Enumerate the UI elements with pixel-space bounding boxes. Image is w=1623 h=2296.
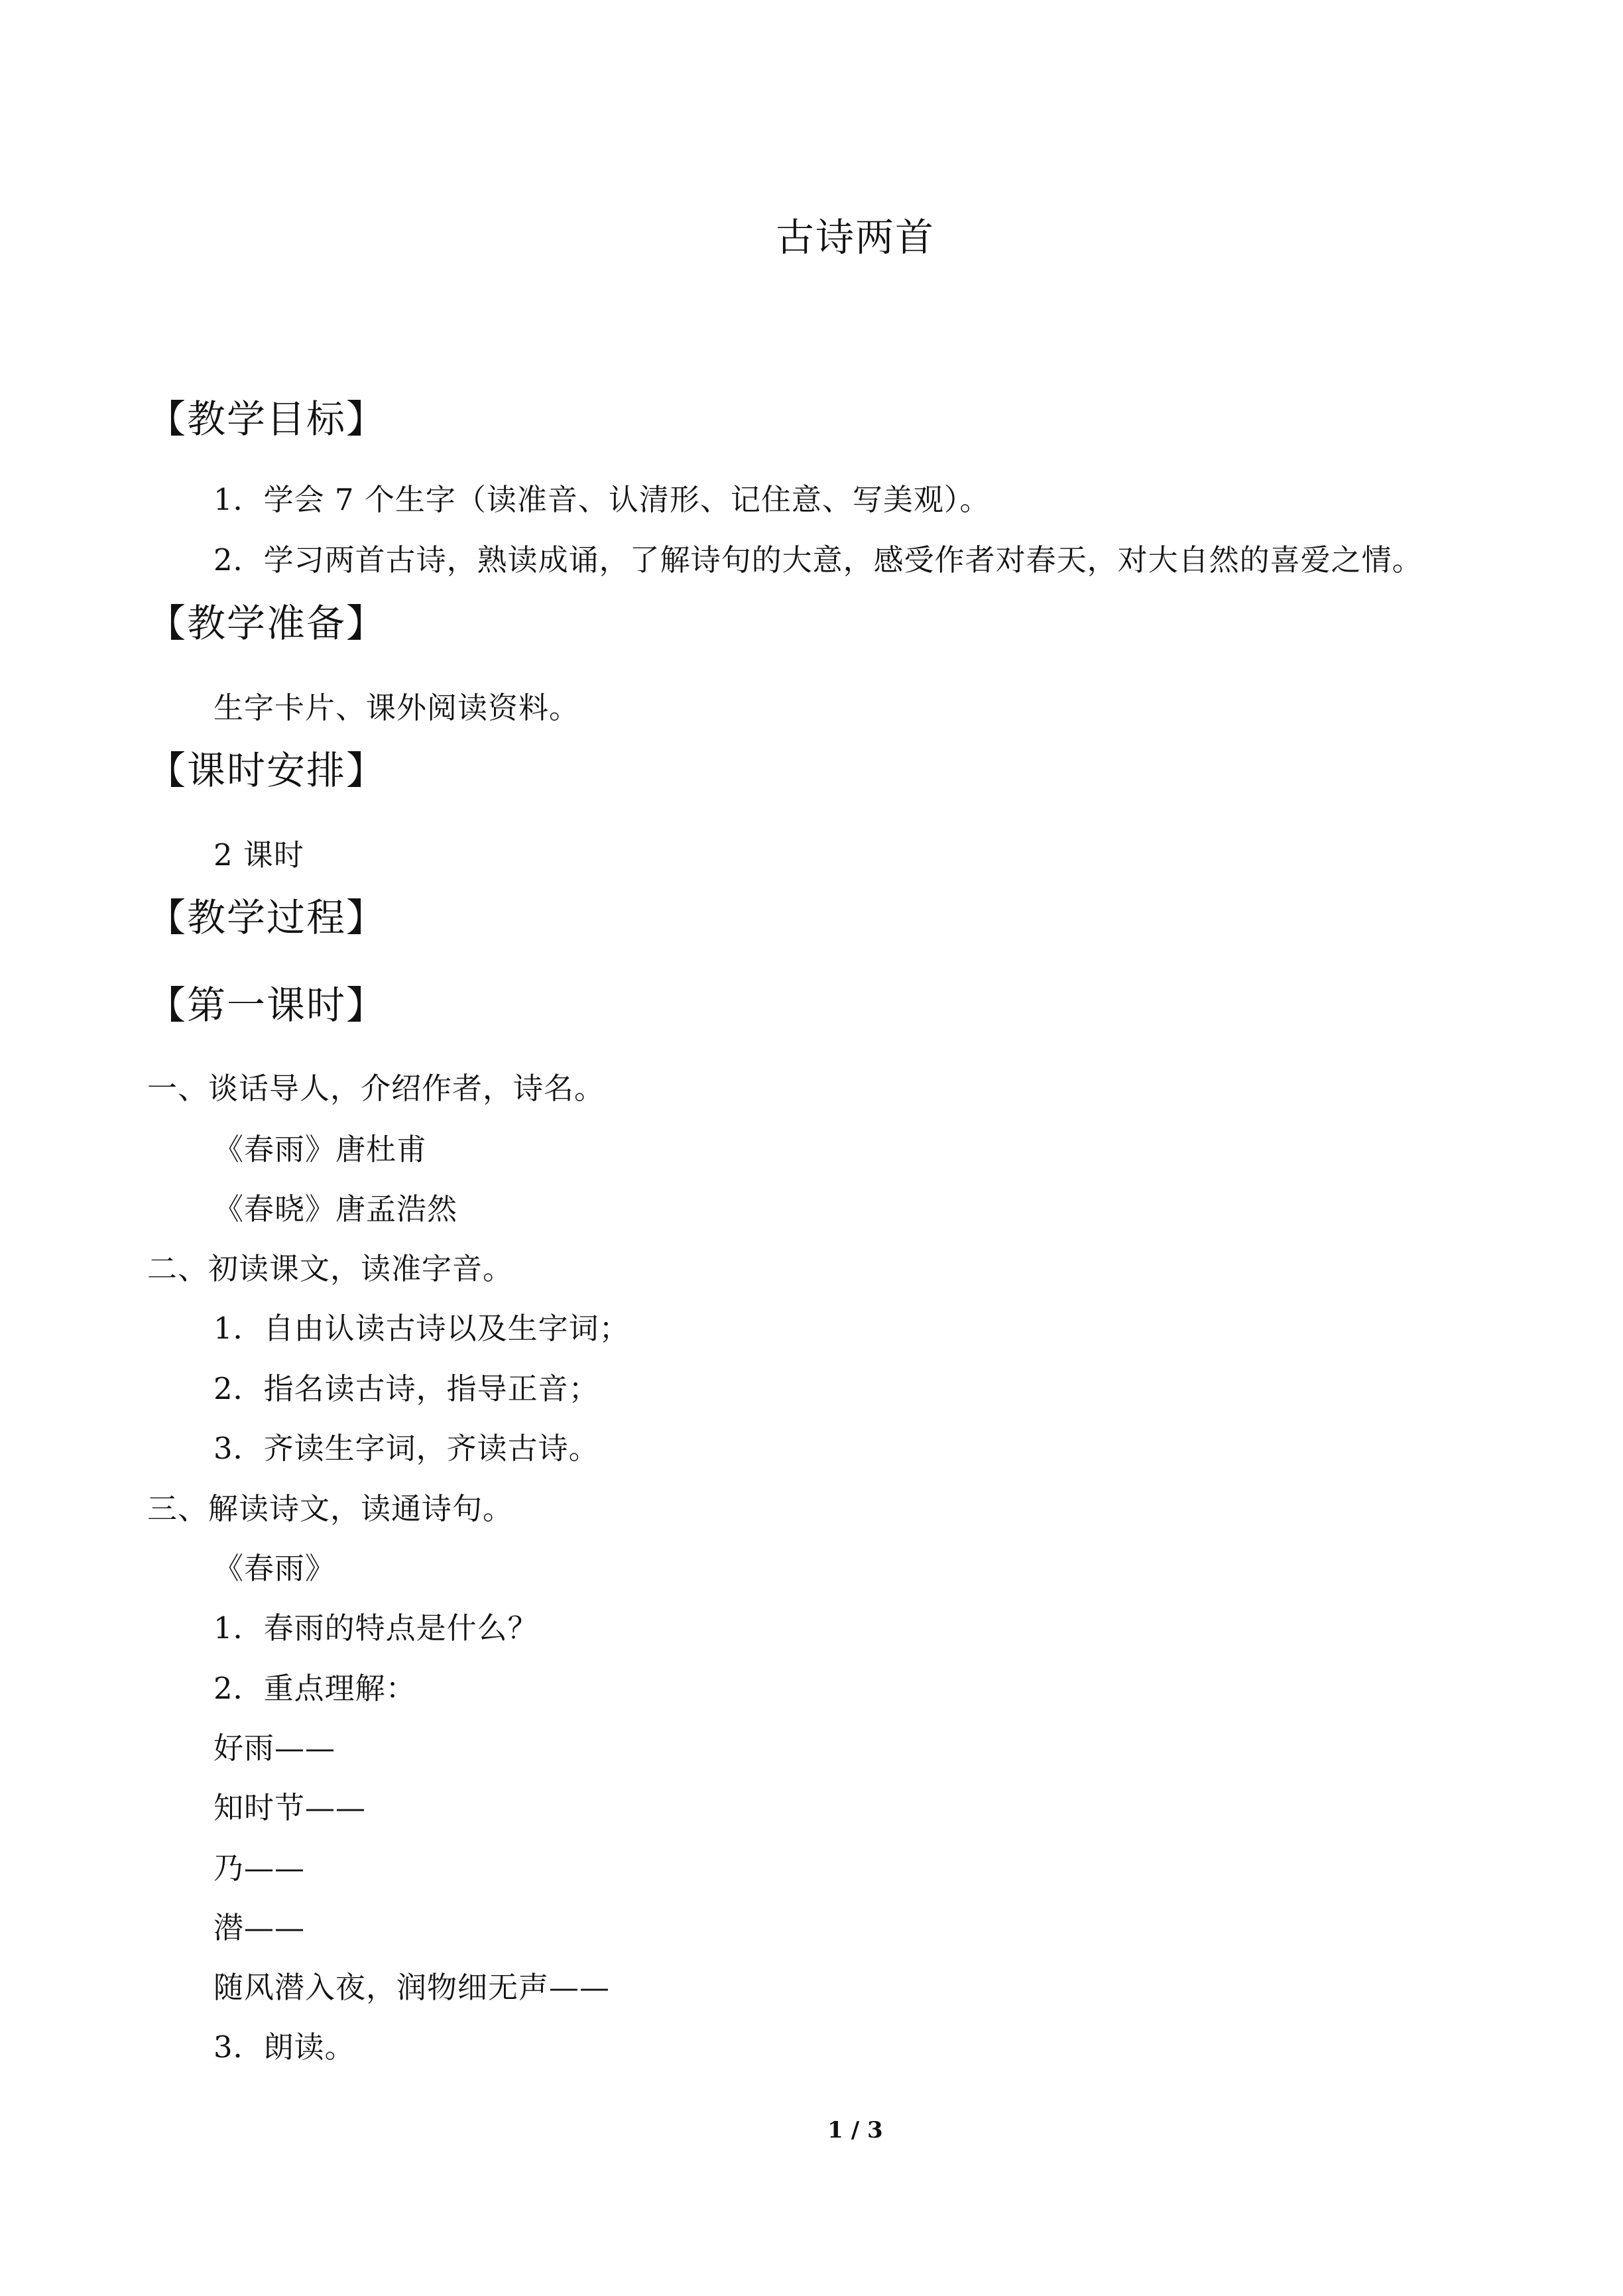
preparation-text: 生字卡片、课外阅读资料。 — [213, 690, 580, 725]
objective-item-2: 2．学习两首古诗，熟读成诵，了解诗句的大意，感受作者对春天，对大自然的喜爱之情。 — [213, 542, 1423, 577]
page-number: 1 / 3 — [827, 2117, 883, 2144]
step3-title: 三、解读诗文，读通诗句。 — [147, 1491, 514, 1526]
step1-line-2: 《春晓》唐孟浩然 — [213, 1191, 458, 1227]
step3-line-1: 《春雨》 — [213, 1551, 336, 1586]
step3-line-7: 潜—— — [213, 1910, 306, 1945]
step1-title: 一、谈话导人，介绍作者，诗名。 — [147, 1071, 605, 1106]
step3-line-9: 3．朗读。 — [213, 2029, 355, 2065]
step3-line-6: 乃—— — [213, 1850, 306, 1886]
schedule-text: 2 课时 — [213, 837, 304, 873]
step1-line-1: 《春雨》唐杜甫 — [213, 1132, 428, 1167]
step3-line-3: 2．重点理解： — [213, 1671, 416, 1706]
step2-line-3: 3．齐读生字词，齐读古诗。 — [213, 1431, 599, 1466]
step3-line-8: 随风潜入夜，润物细无声—— — [213, 1970, 611, 2005]
step2-title: 二、初读课文，读准字音。 — [147, 1251, 514, 1286]
step3-line-2: 1．春雨的特点是什么？ — [213, 1610, 538, 1646]
process-heading: 【教学过程】 — [147, 895, 387, 940]
objective-item-1: 1．学会 7 个生字（读准音、认清形、记住意、写美观）。 — [213, 482, 991, 517]
schedule-heading: 【课时安排】 — [147, 748, 387, 793]
step3-line-5: 知时节—— — [213, 1790, 367, 1825]
lesson1-heading: 【第一课时】 — [147, 983, 387, 1028]
objectives-heading: 【教学目标】 — [147, 396, 387, 442]
step2-line-1: 1．自由认读古诗以及生字词； — [213, 1311, 630, 1346]
preparation-heading: 【教学准备】 — [147, 601, 387, 646]
document-title: 古诗两首 — [775, 215, 935, 260]
step2-line-2: 2．指名读古诗，指导正音； — [213, 1371, 599, 1406]
step3-line-4: 好雨—— — [213, 1730, 336, 1766]
